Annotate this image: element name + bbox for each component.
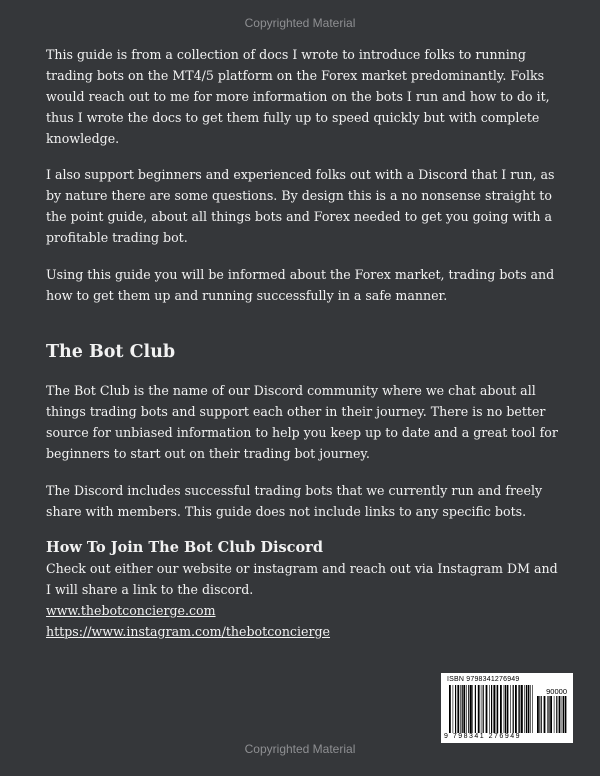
barcode-stripe [453,685,454,733]
barcode-stripe [457,685,459,733]
barcode-stripe [537,696,539,733]
barcode-stripe [505,685,506,733]
barcode-stripe [548,696,549,733]
isbn-label: ISBN 9798341276949 [447,676,520,683]
intro-paragraph-3: Using this guide you will be informed about the Forex market, trading bots and how to get them up and running successfully in a safe manner. [46,267,555,303]
barcode-stripe [449,685,451,733]
barcode-stripe [470,685,472,733]
barcode-stripe [486,685,488,733]
barcode-stripe [559,696,561,733]
barcode-stripe [475,685,476,733]
barcode-stripe [547,696,548,733]
barcode-stripe [515,685,517,733]
bot-club-heading: The Bot Club [46,342,176,362]
bot-club-paragraph-1: The Bot Club is the name of our Discord community where we chat about all things trading bots and support each other in their journey. There is no better source for unbiased information to help you keep up to date and a great tool for beginners to start out on their trading bot journey. [46,383,558,461]
barcode-stripe [519,685,520,733]
bot-club-paragraph-2: The Discord includes successful trading bots that we currently run and freely share with members. This guide does not include links to any specific bots. [46,483,543,519]
barcode-stripe [526,685,527,733]
barcode-stripe [478,685,480,733]
intro-paragraph-2: I also support beginners and experienced folks out with a Discord that I run, as by nature there are some questions. By design this is a no nonsense straight to the point guide, about all things bots and Forex needed to get you going with a profitable trading bot. [46,167,555,245]
page-content [46,44,566,642]
barcode-stripe [550,696,552,733]
website-link[interactable]: www.thebotconcierge.com [46,603,216,618]
barcode-stripe [539,696,540,733]
barcode-stripe [483,685,484,733]
barcode-stripe [463,685,465,733]
barcode-stripe [491,685,492,733]
intro-paragraph-1: This guide is from a collection of docs I wrote to introduce folks to running trading bots on the MT4/5 platform on the Forex market predominantly. Folks would reach out to me for more information on the bots I run and how to do it, thus I wrote the docs to get them fully up to speed quickly but with complete knowledge. [46,47,550,146]
barcode-stripe [521,685,523,733]
barcode-stripe [510,685,511,733]
barcode-stripe [528,685,530,733]
barcode-stripe [460,685,461,733]
barcode-stripe [532,685,533,733]
barcode-stripe [489,685,490,733]
barcode-digits: 9 798341 276949 [444,733,521,740]
barcode-stripe [481,685,482,733]
barcode-stripe [565,696,567,733]
barcode-stripe [518,685,519,733]
barcode-stripe [562,696,563,733]
barcode-stripe [530,685,531,733]
barcode-stripe [466,685,467,733]
barcode-stripe [455,685,456,733]
join-heading: How To Join The Bot Club Discord [46,539,323,556]
barcode-stripe [556,696,557,733]
price-barcode-bars [537,696,567,733]
barcode-stripe [544,696,546,733]
barcode-stripe [497,685,498,733]
watermark-bottom: Copyrighted Material [244,742,356,756]
barcode-stripe [541,696,542,733]
barcode-stripe [500,685,502,733]
barcode-stripe [563,696,564,733]
price-code: 90000 [546,687,567,696]
barcode-stripe [468,685,469,733]
join-text: Check out either our website or instagram and reach out via Instagram DM and I will share a link to the discord. [46,561,558,597]
barcode-stripe [554,696,555,733]
barcode-stripe [472,685,473,733]
barcode-stripe [496,685,497,733]
instagram-link[interactable]: https://www.instagram.com/thebotconcierge [46,624,331,639]
barcode-stripe [462,685,463,733]
barcode-box [441,673,573,743]
barcode-bars [449,685,533,733]
barcode-stripe [493,685,495,733]
barcode-stripe [507,685,509,733]
barcode-stripe [504,685,505,733]
watermark-top: Copyrighted Material [244,16,356,30]
barcode-stripe [524,685,525,733]
barcode-stripe [513,685,514,733]
